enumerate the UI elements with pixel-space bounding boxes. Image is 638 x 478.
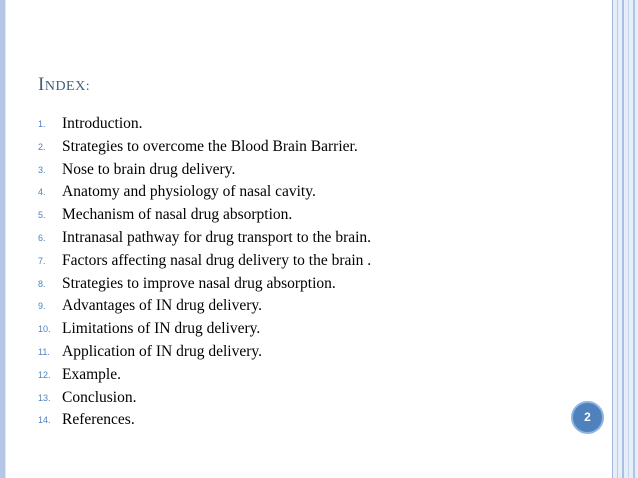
item-number: 13. [38,392,51,403]
item-number: 12. [38,369,51,380]
right-border-line [612,0,613,478]
item-number: 9. [38,301,46,312]
left-border-line [5,0,6,478]
item-text: References. [62,411,135,429]
item-text: Strategies to overcome the Blood Brain Barrier. [62,137,358,155]
item-number: 6. [38,232,46,243]
item-text: Application of IN drug delivery. [62,342,263,360]
item-number: 7. [38,255,46,266]
item-number: 4. [38,187,46,198]
slide-title [38,74,90,96]
item-number: 10. [38,324,51,335]
right-border-line [628,0,629,478]
item-text: Introduction. [62,115,143,132]
item-text: Intranasal pathway for drug transport to the brain. [62,228,372,246]
item-number: 14. [38,415,51,426]
item-text: Limitations of IN drug delivery. [62,320,261,338]
item-text: Anatomy and physiology of nasal cavity. [62,183,316,201]
right-border-line [633,0,635,478]
title-rest: NDEX: [44,79,91,94]
item-text: Strategies to improve nasal drug absorption. [62,274,336,292]
item-text: Mechanism of nasal drug absorption. [62,206,293,224]
item-text: Example. [62,365,121,383]
page-number-badge: 2 [571,401,604,434]
right-border-line [622,0,624,478]
item-number: 8. [38,278,46,289]
item-number: 1. [38,119,46,129]
item-number: 2. [38,141,46,152]
item-number: 11. [38,346,50,357]
item-text: Conclusion. [62,388,137,406]
item-text: Factors affecting nasal drug delivery to the brain . [62,251,372,269]
right-border-line [617,0,618,478]
title-initial: I [38,74,45,95]
item-text: Advantages of IN drug delivery. [62,297,263,315]
item-number: 3. [38,164,46,175]
item-text: Nose to brain drug delivery. [62,160,236,178]
item-number: 5. [38,210,46,221]
